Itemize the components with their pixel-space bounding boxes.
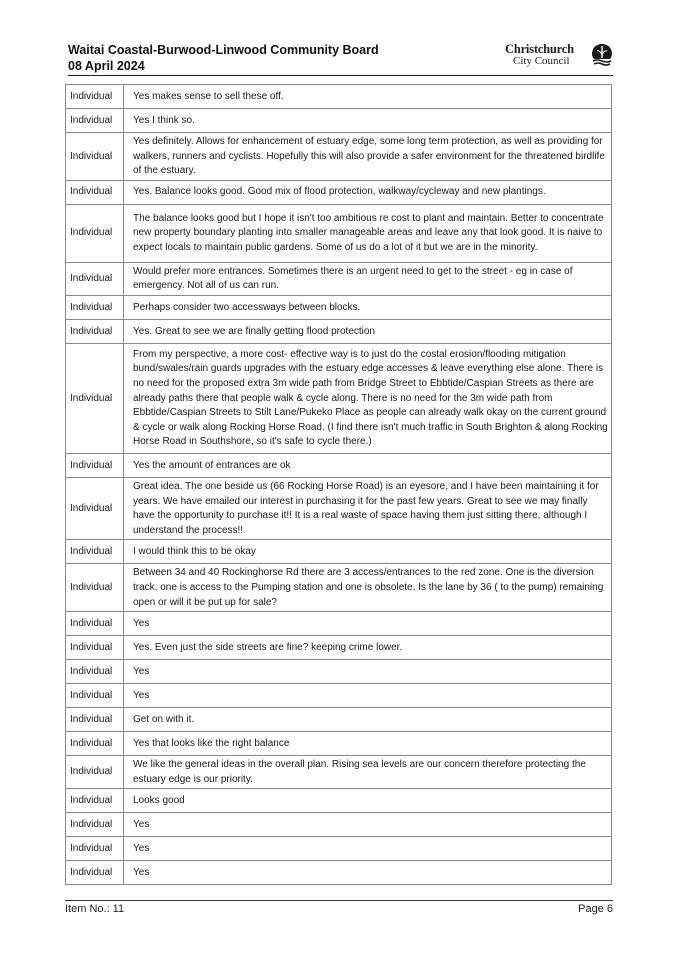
respondent-type-cell: Individual bbox=[66, 204, 124, 262]
table-row bbox=[66, 295, 612, 319]
page-number: Page 6 bbox=[578, 903, 613, 915]
table-row bbox=[66, 756, 612, 789]
respondent-type-cell: Individual bbox=[66, 133, 124, 181]
response-text-cell: Perhaps consider two accessways between blocks. bbox=[124, 295, 612, 319]
response-text-cell: I would think this to be okay bbox=[124, 540, 612, 564]
response-text-cell: Yes bbox=[124, 837, 612, 861]
respondent-type-cell: Individual bbox=[66, 861, 124, 885]
response-text-cell: Yes bbox=[124, 813, 612, 837]
board-name: Waitai Coastal-Burwood-Linwood Community Board bbox=[68, 43, 379, 57]
table-row bbox=[66, 684, 612, 708]
response-text-cell: Yes. Even just the side streets are fine? keeping crime lower. bbox=[124, 636, 612, 660]
respondent-type-cell: Individual bbox=[66, 295, 124, 319]
respondent-type-cell: Individual bbox=[66, 684, 124, 708]
logo-text-line2: City Council bbox=[513, 55, 570, 67]
table-row bbox=[66, 789, 612, 813]
response-text-cell: Yes definitely. Allows for enhancement of estuary edge, some long term protection, as well as providing for walkers, runners and cyclists. Hopefully this will also provide a safer environment for the threatened birdlife of the estuary. bbox=[124, 133, 612, 181]
response-text-cell: Get on with it. bbox=[124, 708, 612, 732]
table-row bbox=[66, 180, 612, 204]
meeting-date: 08 April 2024 bbox=[68, 59, 145, 73]
response-text-cell: Yes. Great to see we are finally getting flood protection bbox=[124, 319, 612, 343]
table-row bbox=[66, 262, 612, 295]
respondent-type-cell: Individual bbox=[66, 612, 124, 636]
responses-table bbox=[65, 84, 612, 885]
respondent-type-cell: Individual bbox=[66, 837, 124, 861]
table-row bbox=[66, 540, 612, 564]
table-row bbox=[66, 564, 612, 612]
response-text-cell: Would prefer more entrances. Sometimes there is an urgent need to get to the street - eg in case of emergency. Not all of us can run. bbox=[124, 262, 612, 295]
response-text-cell: Great idea. The one beside us (66 Rocking Horse Road) is an eyesore, and I have been maintaining it for years. We have emailed our interest in purchasing it for the past few years. Great to see we may finally have the opportunity to purchase it!! It is a real waste of space having them just sitting there, although I understand the process!! bbox=[124, 477, 612, 539]
respondent-type-cell: Individual bbox=[66, 109, 124, 133]
table-row bbox=[66, 133, 612, 181]
response-text-cell: The balance looks good but I hope it isn't too ambitious re cost to plant and maintain. Better to concentrate new property boundary planting into smaller manageable areas and leave any that look good. It is naive to expect locals to maintain public gardens. Some of us do a lot of it but we are in the minority. bbox=[124, 204, 612, 262]
table-row bbox=[66, 204, 612, 262]
response-text-cell: Yes makes sense to sell these off. bbox=[124, 85, 612, 109]
response-text-cell: Yes the amount of entrances are ok bbox=[124, 453, 612, 477]
table-row bbox=[66, 343, 612, 453]
response-text-cell: Yes bbox=[124, 660, 612, 684]
table-row bbox=[66, 477, 612, 539]
respondent-type-cell: Individual bbox=[66, 564, 124, 612]
respondent-type-cell: Individual bbox=[66, 789, 124, 813]
header-divider bbox=[68, 75, 613, 76]
council-emblem-icon bbox=[591, 43, 613, 67]
response-text-cell: Yes bbox=[124, 612, 612, 636]
logo-text-line1: Christchurch bbox=[505, 42, 574, 56]
respondent-type-cell: Individual bbox=[66, 477, 124, 539]
table-row bbox=[66, 837, 612, 861]
table-row bbox=[66, 85, 612, 109]
table-row bbox=[66, 861, 612, 885]
table-row bbox=[66, 109, 612, 133]
respondent-type-cell: Individual bbox=[66, 813, 124, 837]
footer-divider bbox=[65, 900, 613, 901]
response-text-cell: Yes I think so. bbox=[124, 109, 612, 133]
table-row bbox=[66, 660, 612, 684]
response-text-cell: Between 34 and 40 Rockinghorse Rd there are 3 access/entrances to the red zone. One is the diversion track, one is access to the Pumping station and one is obsolete. Is the lane by 36 ( to the pump) remaining open or will it be put up for sale? bbox=[124, 564, 612, 612]
table-row bbox=[66, 708, 612, 732]
respondent-type-cell: Individual bbox=[66, 319, 124, 343]
respondent-type-cell: Individual bbox=[66, 660, 124, 684]
table-row bbox=[66, 453, 612, 477]
respondent-type-cell: Individual bbox=[66, 756, 124, 789]
response-text-cell: Yes bbox=[124, 861, 612, 885]
respondent-type-cell: Individual bbox=[66, 708, 124, 732]
respondent-type-cell: Individual bbox=[66, 343, 124, 453]
responses-table-body bbox=[66, 85, 612, 885]
respondent-type-cell: Individual bbox=[66, 453, 124, 477]
respondent-type-cell: Individual bbox=[66, 732, 124, 756]
table-row bbox=[66, 612, 612, 636]
table-row bbox=[66, 319, 612, 343]
response-text-cell: Looks good bbox=[124, 789, 612, 813]
response-text-cell: Yes bbox=[124, 684, 612, 708]
council-logo bbox=[505, 42, 613, 70]
respondent-type-cell: Individual bbox=[66, 540, 124, 564]
response-text-cell: Yes that looks like the right balance bbox=[124, 732, 612, 756]
page-footer bbox=[65, 900, 613, 920]
respondent-type-cell: Individual bbox=[66, 636, 124, 660]
table-row bbox=[66, 636, 612, 660]
table-row bbox=[66, 813, 612, 837]
respondent-type-cell: Individual bbox=[66, 262, 124, 295]
response-text-cell: We like the general ideas in the overall plan. Rising sea levels are our concern therefore protecting the estuary edge is our priority. bbox=[124, 756, 612, 789]
respondent-type-cell: Individual bbox=[66, 85, 124, 109]
item-number: Item No.: 11 bbox=[65, 903, 125, 915]
page-header bbox=[68, 42, 613, 76]
table-row bbox=[66, 732, 612, 756]
response-text-cell: Yes. Balance looks good. Good mix of flood protection, walkway/cycleway and new plantings. bbox=[124, 180, 612, 204]
respondent-type-cell: Individual bbox=[66, 180, 124, 204]
response-text-cell: From my perspective, a more cost- effective way is to just do the costal erosion/flooding mitigation bund/swales/rain guards upgrades with the estuary edge accesses & leave everything else alone. There is no need for the proposed extra 3m wide path from Bridge Street to Ebbtide/Caspian Streets as there are already paths there that people walk & cycle along. There is no need for the 3m wide path from Ebbtide/Caspian Streets to Stilt Lane/Pukeko Place as people can already walk okay on the current ground & cycle or walk along Rocking Horse Road. (I find there isn't much traffic in South Brighton & along Rocking Horse Road in Southshore, so it's safe to cycle there.) bbox=[124, 343, 612, 453]
